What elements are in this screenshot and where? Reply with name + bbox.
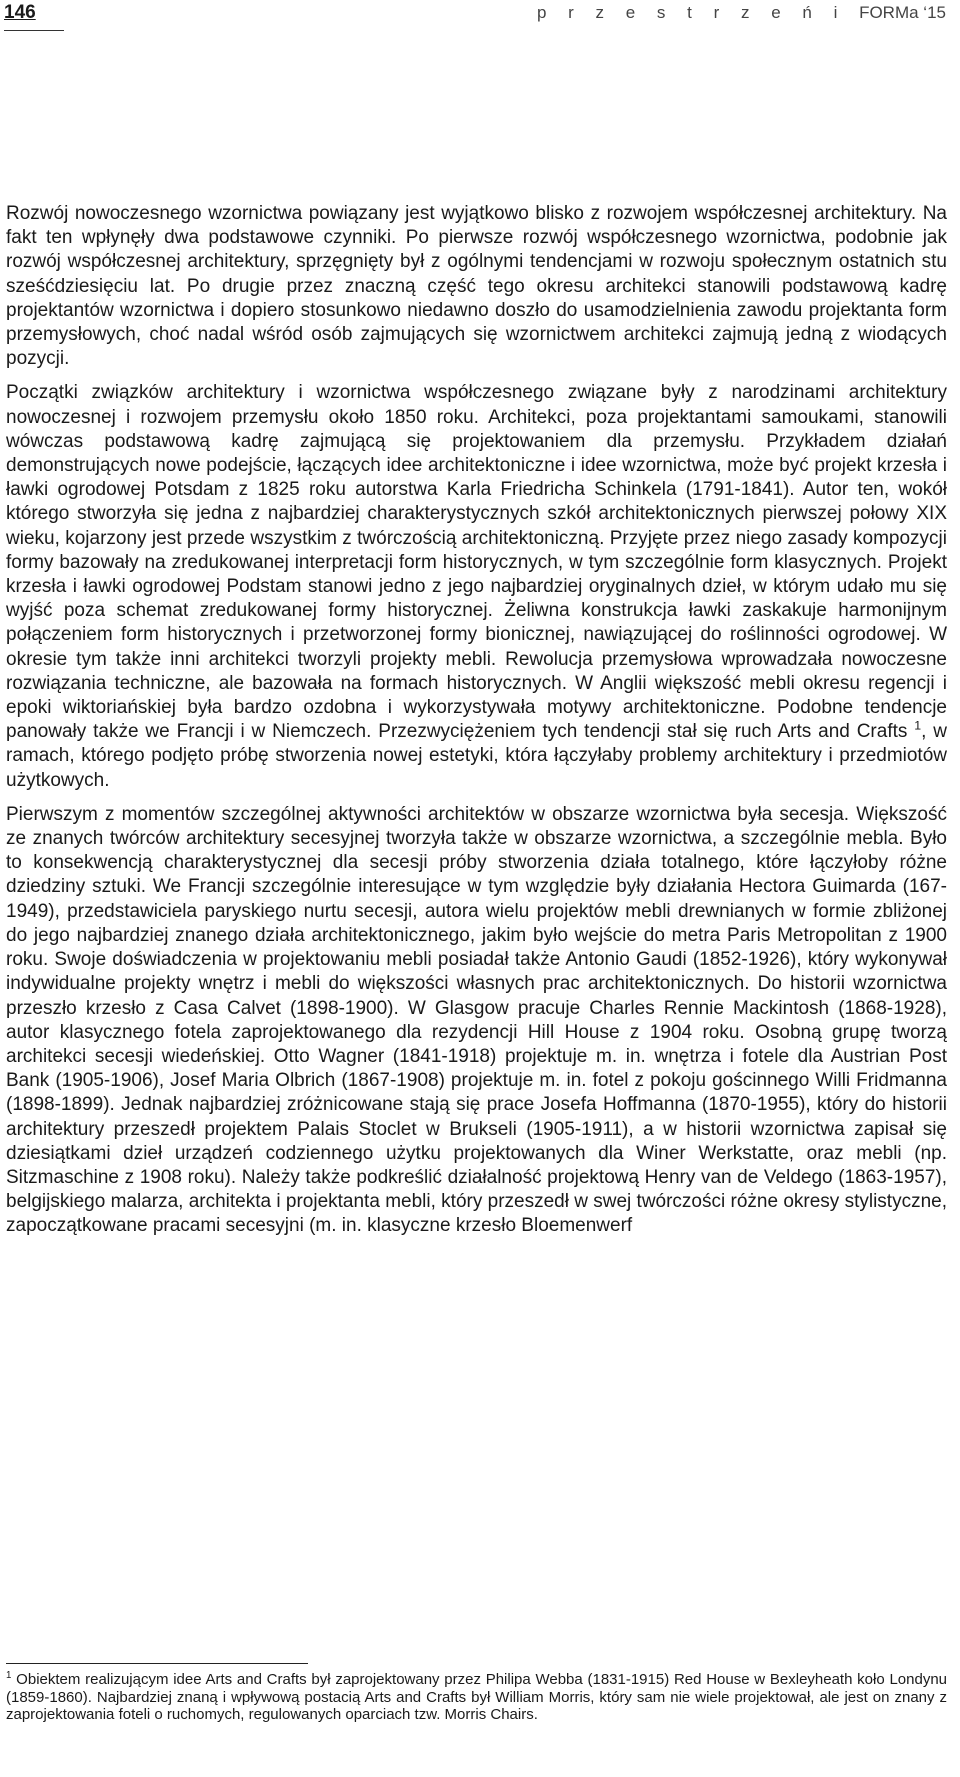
paragraph-2-text: Początki związków architektury i wzornictwa współczesnego związane były z narodzinami architektury nowoczesnej i rozwojem przemysłu około 1850 roku. Architekci, poza projektantami samoukami, stanowili wówczas podstawową kadrę zajmującą się projektowaniem dla przemysłu. Przykładem działań demonstrujących nowe podejście, łączących idee architektoniczne i idee wzornictwa, może być projekt krzesła i ławki ogrodowej Potsdam z 1825 roku autorstwa Karla Friedricha Schinkela (1791-1841). Autor ten, wokół którego stworzyła się jedna z najbardziej charakterystycznych szkół architektonicznych pierwszej połowy XIX wieku, kojarzony jest przede wszystkim z twórczością architektoniczną. Przyjęte przez niego zasady kompozycji formy bazowały na zredukowanej interpretacji form historycznych, w tym szczególnie form klasycznych. Projekt krzesła i ławki ogrodowej Podstam stanowi jedno z jego najbardziej oryginalnych dzieł, w którym udało mu się wyjść poza schemat zredukowanej formy historycznej. Żeliwna konstrukcja ławki zaskakuje harmonijnym połączeniem form historycznych i przetworzonej formy bionicznej, nawiązującej do roślinności ogrodowej. W okresie tym także inni architekci tworzyli projekty mebli. Rewolucja przemysłowa wprowadzała nowoczesne rozwiązania techniczne, ale bazowała na formach historycznych. W Anglii większość mebli okresu regencji i epoki wiktoriańskiej była bardzo ozdobna i wykorzystywała motywy architektoniczne. Podobne tendencje panowały także we Francji i w Niemczech. Przezwyciężeniem tych tendencji stał się ruch Arts and Crafts — [6, 382, 947, 743]
running-head-journal: p r z e s t r z e ń i — [536, 3, 860, 22]
article-body — [6, 202, 947, 1249]
paragraph-2-continuation: , w ramach, którego podjęto próbę stworzenia nowej estetyki, która łączyłaby problemy architektury i przedmiotów użytkowych. — [6, 721, 947, 791]
running-head-forma: FORMa — [859, 3, 919, 22]
footnote-divider — [6, 1663, 308, 1664]
footnote — [6, 1671, 947, 1724]
paragraph-2 — [6, 381, 947, 792]
page-header — [0, 0, 960, 36]
running-head — [537, 3, 946, 23]
page-number: 146 — [4, 2, 36, 23]
paragraph-1: Rozwój nowoczesnego wzornictwa powiązany jest wyjątkowo blisko z rozwojem współczesnej architektury. Na fakt ten wpłynęły dwa podstawowe czynniki. Po pierwsze rozwój współczesnego wzornictwa, podobnie jak rozwój współczesnej architektury, sprzęgnięty był z ogólnymi tendencjami w rozwoju społecznym ostatnich stu sześćdziesięciu lat. Po drugie przez znaczną część tego okresu architekci stanowili podstawową kadrę projektantów wzornictwa i dopiero stosunkowo niedawno doszło do usamodzielnienia zawodu projektanta form przemysłowych, choć nadal wśród osób zajmujących się wzornictwem architekci zajmują jedną z wiodących pozycji. — [6, 203, 947, 370]
header-rule — [4, 30, 64, 31]
paragraph-3: Pierwszym z momentów szczególnej aktywności architektów w obszarze wzornictwa była secesja. Większość ze znanych twórców architektury secesyjnej tworzyła także w obszarze wzornictwa, a szczególnie mebla. Było to konsekwencją charakterystycznej dla secesji próby stworzenia działa totalnego, które łączyłoby różne dziedziny sztuki. We Francji szczególnie interesujące w tym względzie były działania Hectora Guimarda (167-1949), przedstawiciela paryskiego nurtu secesji, autora wielu projektów mebli drewnianych w formie zbliżonej do jego najbardziej znanego działa architektonicznego, jakim było wejście do metra Paris Metropolitan z 1900 roku. Swoje doświadczenia w projektowaniu mebli posiadał także Antonio Gaudi (1852-1926), który wykonywał indywidualne projekty wnętrz i mebli do większości własnych prac architektonicznych. Do historii wzornictwa przeszło krzesło z Casa Calvet (1898-1900). W Glasgow pracuje Charles Rennie Mackintosh (1868-1928), autor klasycznego fotela zaprojektowanego dla rezydencji Hill House z 1904 roku. Osobną grupę tworzą architekci secesji wiedeńskiej. Otto Wagner (1841-1918) projektuje m. in. wnętrza i fotele dla Austrian Post Bank (1905-1906), Josef Maria Olbrich (1867-1908) projektuje m. in. fotel z pokoju gościnnego Willi Fridmanna (1898-1899). Jednak najbardziej zróżnicowane stają się prace Josefa Hoffmanna (1870-1955), który do historii architektury przeszedł projektem Palais Stoclet w Brukseli (1905-1911), a w historii wzornictwa zapisał się dziesiątkami dzieł urządzeń codziennego użytku projektowanych dla Winer Werkstatte, oraz mebli (np. Sitzmaschine z 1908 roku). Należy także podkreślić działalność projektową Henry van de Veldego (1863-1957), belgijskiego malarza, architekta i projektanta mebli, który przeszedł w swej twórczości różne okresy stylistyczne, zapoczątkowane pracami secesyjni (m. in. klasyczne krzesło Bloemenwerf — [6, 803, 947, 1237]
footnote-text: Obiektem realizującym idee Arts and Crafts był zaprojektowany przez Philipa Webba (1831-1915) Red House w Bexleyheath koło Londynu (1859-1860). Najbardziej znaną i wpływową postacią Arts and Crafts był William Morris, który sam nie wiele projektował, ale jest on znany z zaprojektowania foteli o ruchomych, regulowanych oparciach tzw. Morris Chairs. — [6, 1671, 947, 1723]
footnote-reference[interactable]: 1 — [914, 718, 922, 733]
running-head-issue: ‘15 — [918, 3, 946, 22]
footnote-number: 1 — [6, 1670, 12, 1681]
